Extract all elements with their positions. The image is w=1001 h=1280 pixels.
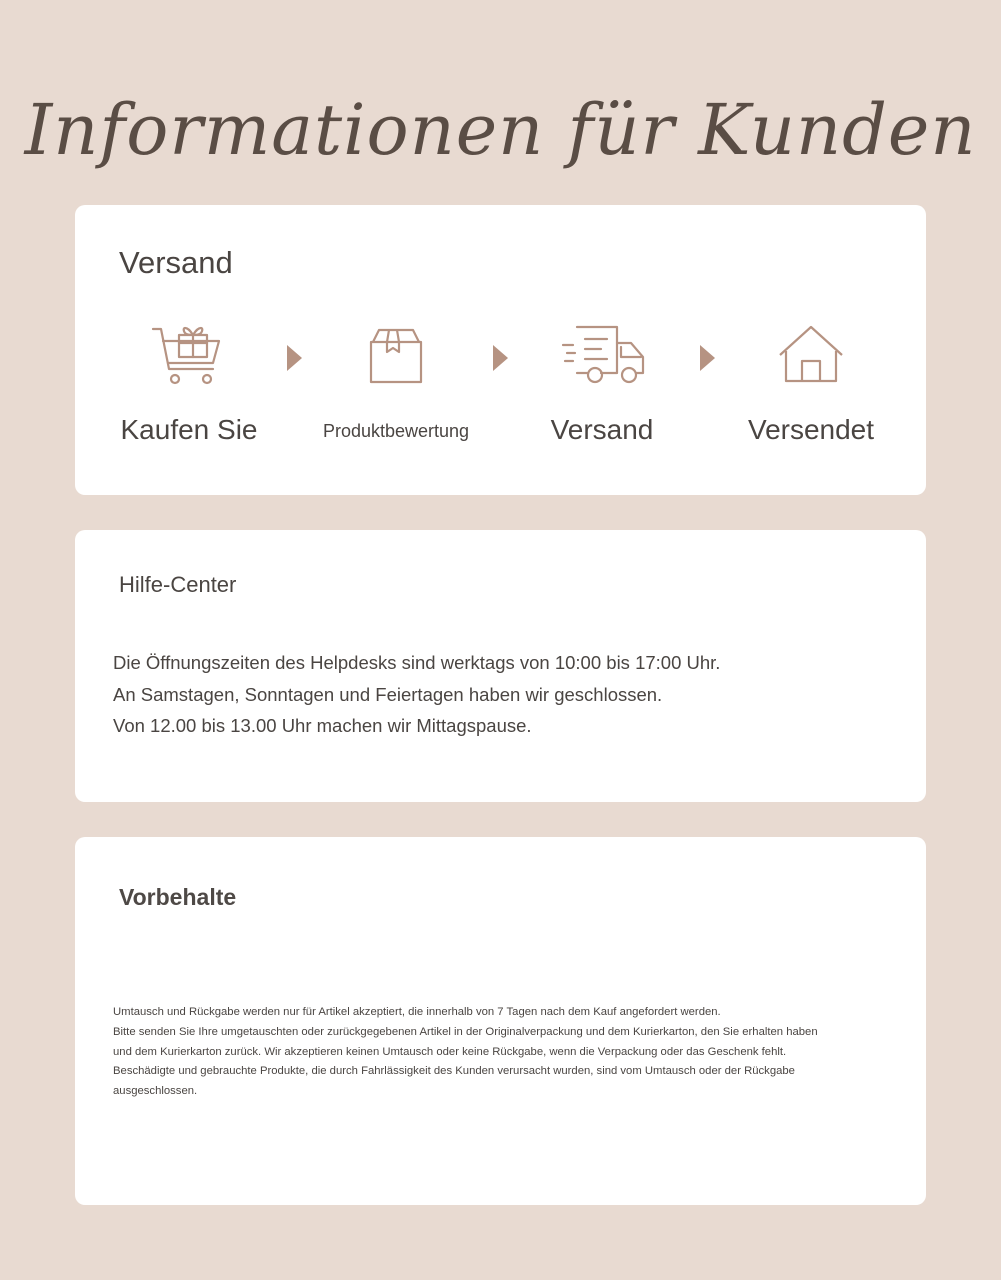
help-center-card — [75, 530, 926, 802]
delivery-truck-icon — [561, 325, 647, 385]
step-label-shipping: Versand — [550, 414, 654, 445]
terms-line: ausgeschlossen. — [113, 1085, 198, 1098]
terms-heading: Vorbehalte — [119, 884, 237, 910]
shipping-card — [75, 205, 926, 495]
help-line: An Samstagen, Sonntagen und Feiertagen haben wir geschlossen. — [113, 683, 663, 705]
step-label-shipped: Versendet — [747, 414, 875, 445]
help-line: Die Öffnungszeiten des Helpdesks sind werktags von 10:00 bis 17:00 Uhr. — [113, 652, 721, 673]
terms-line: und dem Kurierkarton zurück. Wir akzeptieren keinen Umtausch oder keine Rückgabe, wenn die Verpackung oder das Geschenk fehlt. — [113, 1045, 787, 1058]
help-line: Von 12.00 bis 13.00 Uhr machen wir Mittagspause. — [113, 715, 532, 736]
shopping-cart-gift-icon — [151, 323, 221, 389]
step-arrow-2 — [493, 345, 508, 371]
step-label-review: Produktbewertung — [322, 421, 470, 441]
house-icon — [778, 325, 844, 383]
help-center-text — [113, 647, 720, 742]
step-arrow-1 — [287, 345, 302, 371]
page-title: Informationen für Kunden — [24, 89, 977, 171]
step-arrow-3 — [700, 345, 715, 371]
terms-line: Beschädigte und gebrauchte Produkte, die durch Fahrlässigkeit des Kunden verursacht wurden, sind vom Umtausch oder der Rückgabe — [113, 1065, 795, 1078]
terms-text — [113, 1003, 893, 1102]
box-icon — [369, 328, 423, 384]
terms-line: Bitte senden Sie Ihre umgetauschten oder zurückgegebenen Artikel in der Originalverpackung und dem Kurierkarton, den Sie erhalten haben — [113, 1025, 818, 1038]
step-label-buy: Kaufen Sie — [120, 414, 258, 445]
help-center-heading: Hilfe-Center — [119, 572, 237, 597]
shipping-heading: Versand — [119, 245, 233, 280]
terms-line: Umtausch und Rückgabe werden nur für Artikel akzeptiert, die innerhalb von 7 Tagen nach dem Kauf angefordert werden. — [113, 1006, 721, 1018]
terms-card — [75, 837, 926, 1205]
